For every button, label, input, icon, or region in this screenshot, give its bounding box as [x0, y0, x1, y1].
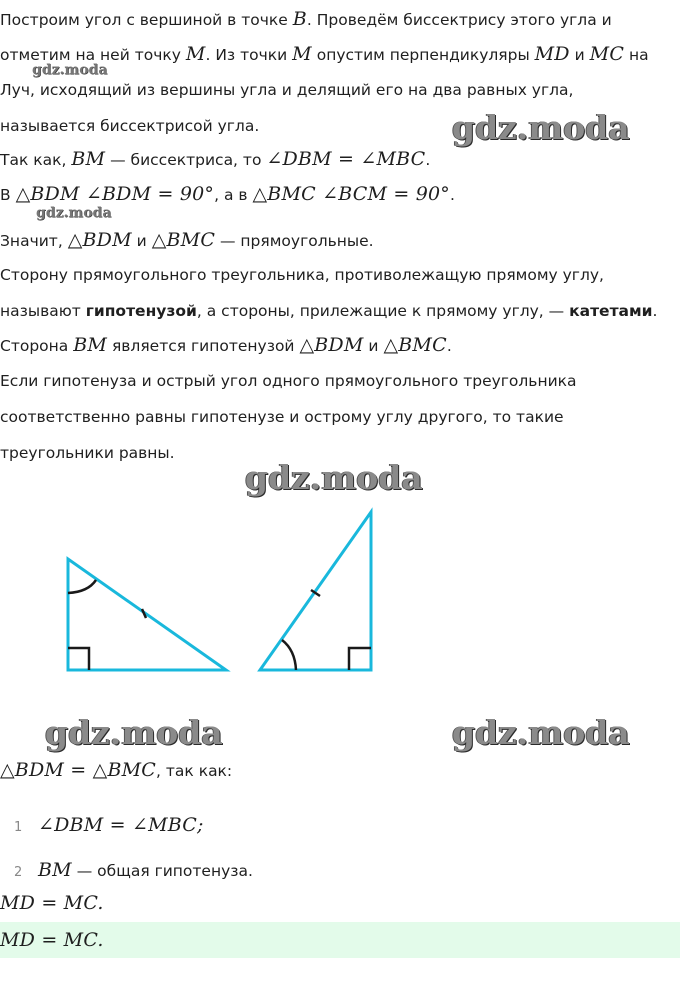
paragraph-hypotenuse-definition-1: Сторону прямоугольного треугольника, противолежащую прямому углу,	[0, 266, 604, 284]
watermark-logo: gdz.moda	[452, 713, 630, 752]
paragraph-theorem-1: Если гипотенуза и острый угол одного прямоугольного треугольника	[0, 372, 577, 390]
paragraph-since-bisector: Так как, BM — биссектриса, то ∠DBM = ∠MBC.	[0, 148, 431, 170]
watermark-logo: gdz.moda	[32, 62, 108, 78]
angle-arc-left	[68, 580, 96, 593]
paragraph-side-bm: Сторона BM является гипотенузой △BDM и △BMC.	[0, 334, 452, 356]
paragraph-conclusion: MD = MC.	[0, 892, 104, 914]
paragraph-bisector-definition-1: Луч, исходящий из вершины угла и делящий его на два равных угла,	[0, 81, 574, 99]
watermark-logo: gdz.moda	[245, 458, 423, 497]
right-angle-mark-right	[349, 648, 371, 670]
paragraph-triangles-equal: △BDM = △BMC, так как:	[0, 759, 233, 781]
answer-text: MD = MC.	[0, 929, 104, 951]
angle-arc-right	[282, 640, 296, 670]
right-angle-mark-left	[68, 648, 89, 670]
paragraph-construction-1: Построим угол с вершиной в точке B. Проведём биссектрису этого угла и	[0, 8, 612, 30]
paragraph-right-angles: В △BDM ∠BDM = 90°, а в △BMC ∠BCM = 90°.	[0, 183, 455, 205]
paragraph-construction-2: отметим на ней точку M. Из точки M опустим перпендикуляры MD и MC на	[0, 43, 649, 65]
paragraph-theorem-2: соответственно равны гипотенузе и острому углу другого, то такие	[0, 408, 564, 426]
watermark-logo: gdz.moda	[452, 108, 630, 147]
list-item: 1 ∠DBM = ∠MBC;	[14, 814, 204, 836]
watermark-logo: gdz.moda	[36, 205, 112, 221]
paragraph-bisector-definition-2: называется биссектрисой угла.	[0, 117, 260, 135]
paragraph-theorem-3: треугольники равны.	[0, 444, 175, 462]
list-item: 2 BM — общая гипотенуза.	[14, 859, 253, 881]
watermark-logo: gdz.moda	[45, 713, 223, 752]
triangles-figure	[0, 500, 680, 680]
triangle-right	[260, 512, 371, 670]
triangle-left	[68, 559, 226, 670]
paragraph-right-triangles: Значит, △BDM и △BMC — прямоугольные.	[0, 229, 374, 251]
paragraph-hypotenuse-definition-2: называют гипотенузой, а стороны, прилежащие к прямому углу, — катетами.	[0, 302, 658, 320]
